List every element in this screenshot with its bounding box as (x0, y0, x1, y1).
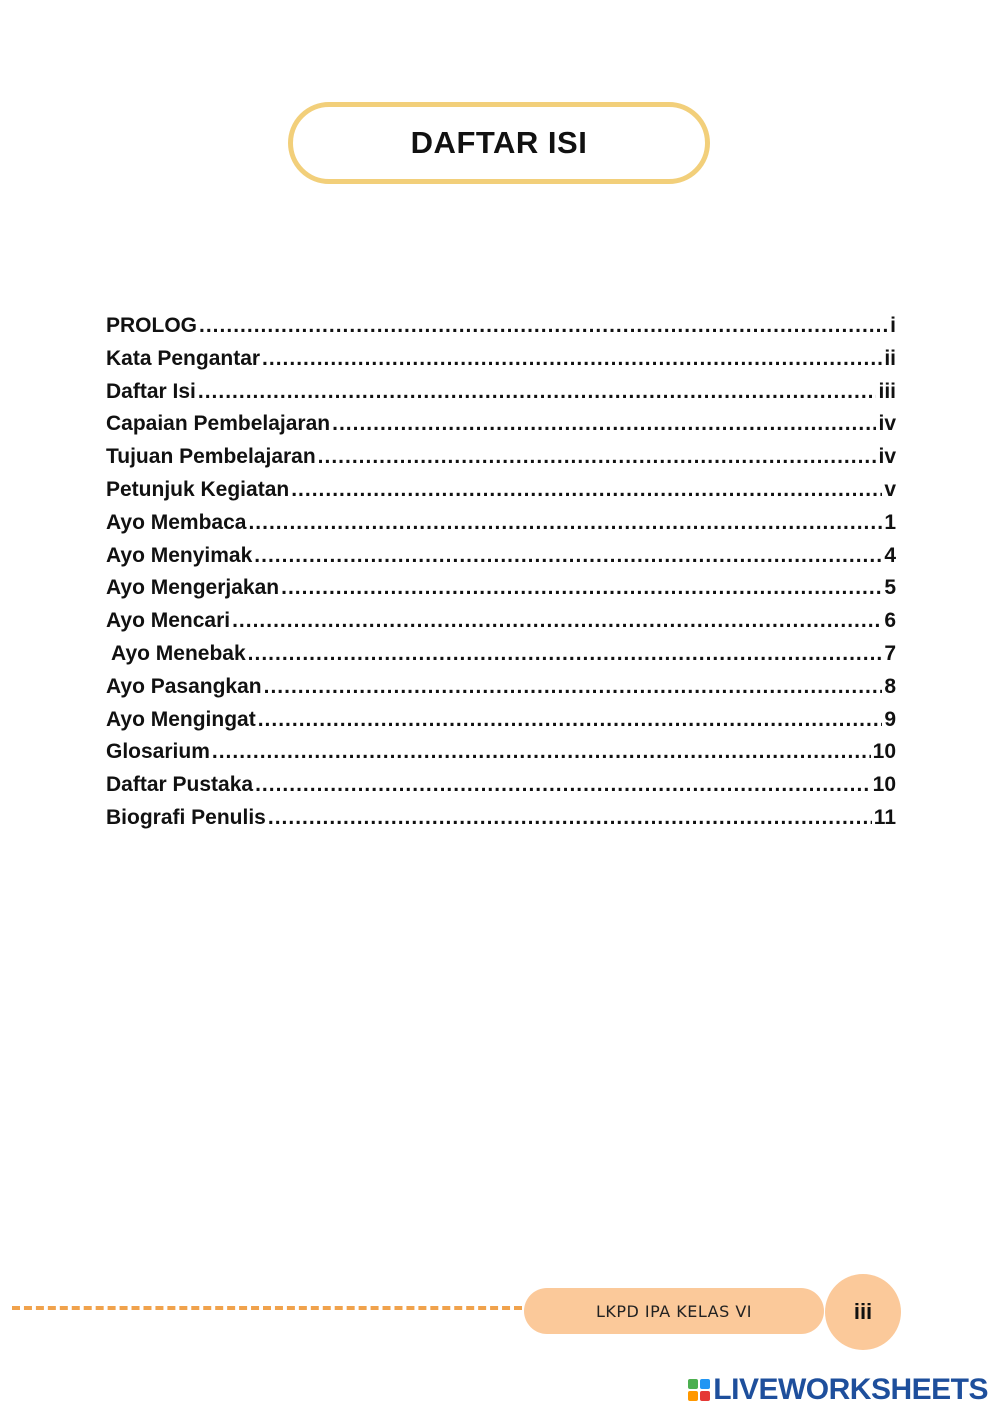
toc-row (106, 380, 896, 413)
toc-row (106, 412, 896, 445)
toc-row (106, 576, 896, 609)
toc-leader-dots (255, 773, 871, 797)
toc-row (106, 478, 896, 511)
toc-page: 10 (872, 740, 896, 764)
toc-leader-dots (232, 609, 882, 633)
toc-page: ii (884, 346, 896, 370)
toc-row (106, 609, 896, 642)
toc-leader-dots (262, 347, 882, 371)
toc-leader-dots (199, 314, 888, 338)
toc-leader-dots (198, 380, 877, 404)
toc-leader-dots (258, 708, 883, 732)
toc-leader-dots (248, 511, 882, 535)
toc-label: Kata Pengantar (106, 346, 261, 370)
toc-leader-dots (291, 478, 882, 502)
toc-label: Daftar Pustaka (106, 773, 254, 797)
page-title: DAFTAR ISI (410, 125, 588, 160)
toc-leader-dots (332, 412, 876, 436)
toc-leader-dots (268, 806, 872, 830)
toc-row (106, 347, 896, 380)
footer-dashed-line (12, 1306, 522, 1310)
watermark-text: LIVEWORKSHEETS (713, 1373, 988, 1406)
toc-page: 6 (884, 609, 896, 633)
toc-leader-dots (281, 576, 882, 600)
toc-row (106, 740, 896, 773)
toc-page: v (884, 477, 896, 501)
toc-row (106, 314, 896, 347)
toc-page: 7 (884, 641, 896, 665)
toc-label: Ayo Menyimak (106, 543, 253, 567)
toc-row (106, 773, 896, 806)
logo-square (688, 1379, 698, 1389)
page-number-badge (825, 1274, 901, 1350)
liveworksheets-logo-icon (688, 1379, 710, 1401)
toc-row (106, 675, 896, 708)
toc-leader-dots (248, 642, 883, 666)
table-of-contents (106, 314, 896, 839)
toc-page: 11 (873, 805, 896, 829)
toc-label: Ayo Mengingat (106, 707, 256, 731)
toc-label: Ayo Mencari (106, 609, 231, 633)
toc-page: iv (878, 445, 896, 469)
toc-label: Biografi Penulis (106, 805, 266, 829)
toc-label: Ayo Pasangkan (106, 674, 262, 698)
toc-row (106, 445, 896, 478)
liveworksheets-watermark (688, 1374, 988, 1406)
toc-leader-dots (212, 740, 871, 764)
toc-page: i (890, 314, 896, 337)
toc-leader-dots (254, 544, 882, 568)
toc-page: iii (878, 379, 896, 403)
toc-page: 4 (884, 543, 896, 567)
footer-label: LKPD IPA KELAS VI (595, 1301, 753, 1321)
toc-label: Capaian Pembelajaran (106, 412, 331, 436)
toc-page: 9 (884, 707, 896, 731)
toc-page: 1 (884, 510, 896, 534)
logo-square (700, 1379, 710, 1389)
toc-leader-dots (318, 445, 877, 469)
toc-label: Petunjuk Kegiatan (106, 477, 290, 501)
toc-page: 5 (884, 576, 896, 600)
page-number: iii (853, 1299, 873, 1324)
toc-label: PROLOG (106, 314, 198, 337)
toc-label: Ayo Menebak (106, 641, 246, 665)
logo-square (688, 1391, 698, 1401)
logo-square (700, 1391, 710, 1401)
toc-label: Tujuan Pembelajaran (106, 445, 316, 469)
toc-row (106, 806, 896, 839)
toc-label: Daftar Isi (106, 379, 196, 403)
toc-page: 10 (872, 773, 896, 797)
toc-row (106, 544, 896, 577)
toc-label: Glosarium (106, 740, 210, 764)
toc-page: 8 (884, 674, 896, 698)
toc-label: Ayo Membaca (106, 510, 247, 534)
footer-label-pill (524, 1288, 824, 1334)
title-pill (288, 102, 710, 184)
toc-label: Ayo Mengerjakan (106, 576, 280, 600)
toc-page: iv (878, 412, 896, 436)
toc-row (106, 708, 896, 741)
toc-row (106, 511, 896, 544)
toc-row (106, 642, 896, 675)
toc-leader-dots (264, 675, 883, 699)
